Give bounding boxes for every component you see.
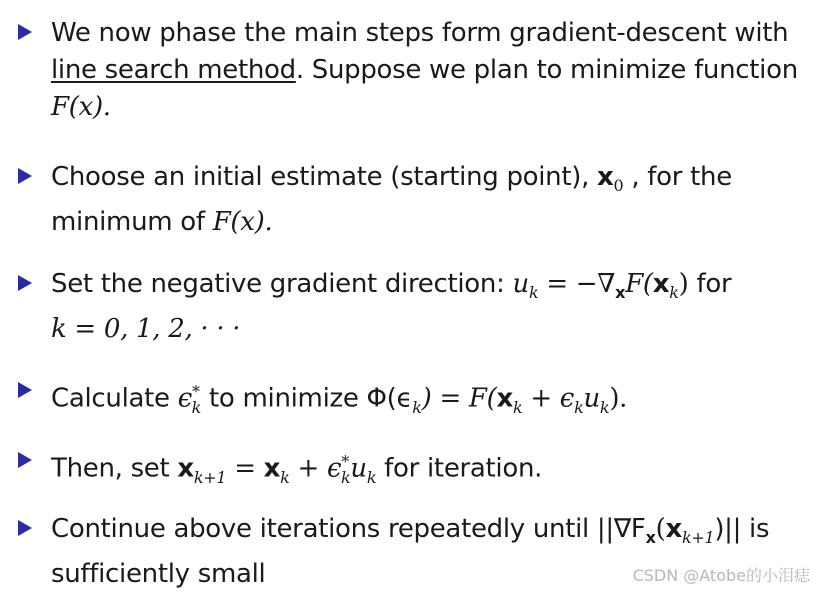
gradient-subscript: x	[645, 528, 656, 548]
bullet-2-post: , for the minimum of	[51, 162, 732, 238]
bullet-text-2	[51, 159, 806, 241]
bullet-text-1	[51, 15, 806, 126]
k-subscript: k	[191, 397, 202, 417]
bullet-2-pre: Choose an initial estimate (starting point),	[51, 162, 598, 192]
x-symbol: x	[263, 453, 281, 484]
watermark: CSDN @Atobe的小泪痣	[632, 566, 810, 585]
plus-epsilon: + ϵ	[289, 453, 342, 484]
k-subscript: k	[669, 283, 679, 303]
bullet-6-pre: Continue above iterations repeatedly until ||∇F	[51, 514, 646, 544]
line-search-method-link[interactable]: line search method	[51, 55, 296, 85]
k-plus-1-subscript: k+1	[681, 528, 715, 548]
function-fx: F(x).	[212, 207, 273, 238]
bullet-text-3	[51, 266, 806, 348]
bullet-5-pre: Then, set	[51, 453, 178, 484]
f-symbol: F(	[625, 269, 653, 299]
x0-symbol: x	[597, 162, 614, 192]
bullet-1-line-2: . Suppose we plan to minimize function	[295, 55, 798, 85]
triangle-bullet-icon	[18, 520, 32, 536]
bullet-4-pre: Calculate	[51, 383, 178, 414]
function-fx: F(x).	[51, 92, 111, 122]
k-subscript: k	[512, 397, 523, 417]
neg-gradient: = −∇	[538, 269, 616, 299]
k-plus-1-subscript: k+1	[193, 467, 227, 487]
x-symbol: x	[665, 514, 682, 544]
bullet-3-post: for	[688, 269, 732, 299]
k-subscript: k	[528, 283, 539, 303]
u-symbol: u	[350, 453, 367, 484]
x-symbol: x	[177, 453, 194, 484]
triangle-bullet-icon	[18, 24, 32, 40]
u-symbol: u	[583, 383, 600, 414]
xk-symbol: x	[652, 269, 670, 299]
phi-expression: to minimize Φ(ϵ	[201, 383, 413, 414]
bullet-6-close: )|| is	[714, 514, 770, 544]
close-paren: ).	[609, 383, 628, 414]
bullet-5-post: for iteration.	[376, 453, 543, 484]
open-paren: (	[655, 514, 666, 544]
epsilon-symbol: ϵ	[177, 383, 192, 414]
equals: =	[226, 453, 264, 484]
triangle-bullet-icon	[18, 382, 32, 398]
bullet-text-4	[51, 373, 806, 426]
bullet-1-line-1: We now phase the main steps form gradient-descent with	[51, 18, 789, 48]
k-subscript: k	[599, 397, 610, 417]
gradient-subscript: x	[615, 283, 626, 303]
triangle-bullet-icon	[18, 275, 32, 291]
k-subscript: k	[366, 467, 377, 487]
plus-epsilon: + ϵ	[522, 383, 575, 414]
star-superscript: *	[191, 382, 200, 401]
k-range: k = 0, 1, 2, · · ·	[51, 314, 241, 345]
bullet-3-pre: Set the negative gradient direction:	[51, 269, 513, 299]
triangle-bullet-icon	[18, 168, 32, 184]
bullet-6-line-2: sufficiently small	[51, 559, 266, 590]
star-superscript: *	[341, 452, 349, 471]
k-subscript: k	[280, 467, 290, 487]
k-subscript: k	[340, 467, 351, 487]
k-subscript: k	[574, 397, 584, 417]
triangle-bullet-icon	[18, 452, 32, 468]
uk-symbol: u	[512, 269, 529, 299]
x0-subscript: 0	[613, 176, 624, 196]
xk-symbol: x	[496, 383, 513, 414]
bullet-text-5	[51, 443, 806, 496]
close-paren: )	[678, 269, 689, 299]
k-subscript: k	[412, 397, 422, 417]
equals-f: ) = F(	[421, 383, 497, 414]
